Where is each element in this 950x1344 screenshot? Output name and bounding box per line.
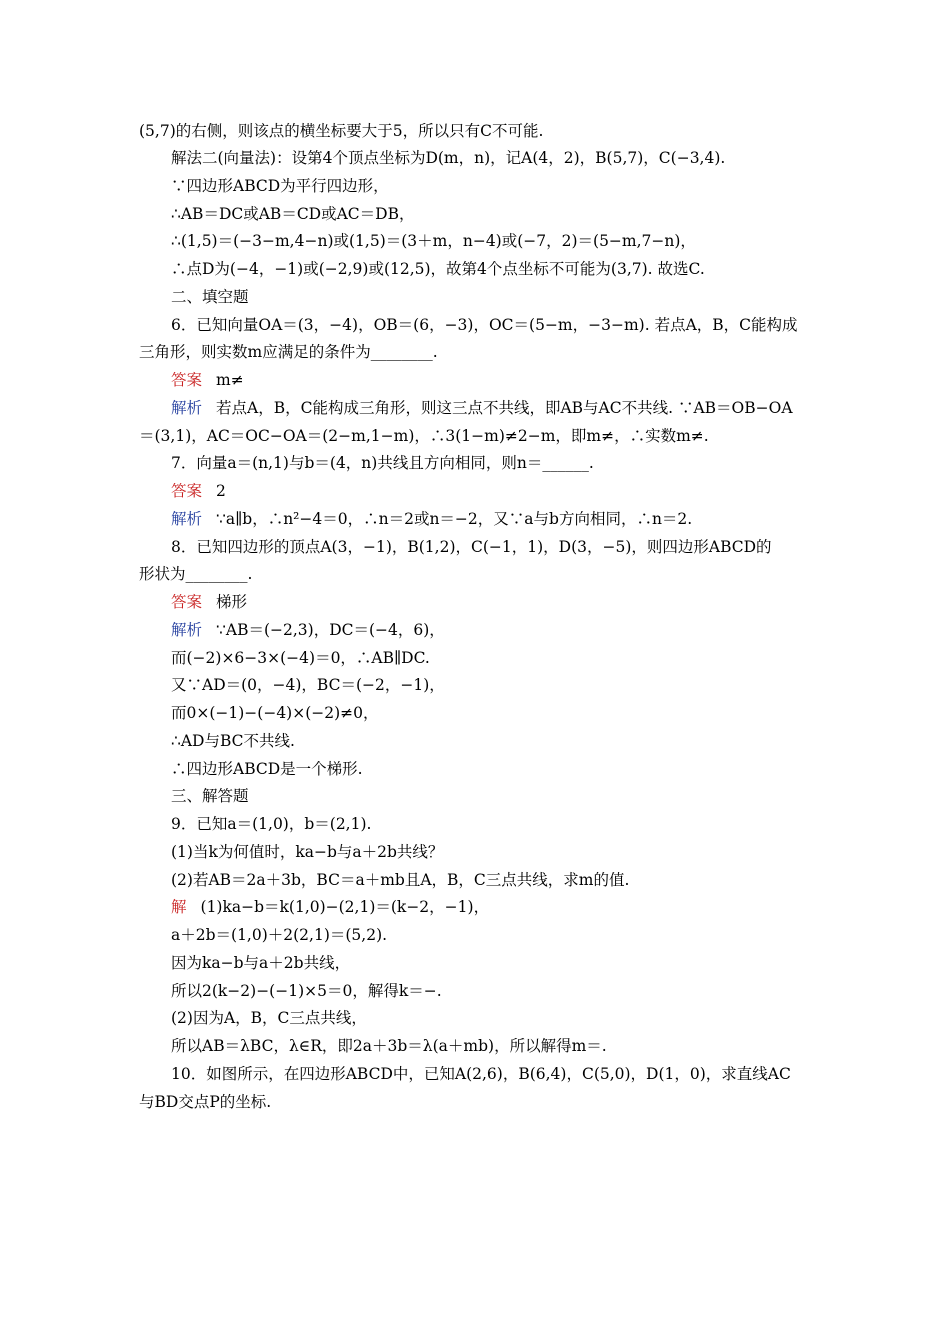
section-heading: 三、解答题 (171, 787, 249, 805)
text-line: 与BD交点P的坐标. (139, 1093, 272, 1111)
answer-label: 答案 (171, 482, 203, 500)
solution-label: 解 (171, 898, 187, 916)
text-line: 所以AB＝λBC，λ∈R，即2a＋3b＝λ(a＋mb)，所以解得m＝. (171, 1037, 607, 1055)
text-line: ∴四边形ABCD是一个梯形. (171, 760, 363, 778)
analysis-line: 解析 ∵AB＝(−2,3)，DC＝(−4，6)， (171, 621, 445, 639)
text-line: ∵四边形ABCD为平行四边形， (171, 177, 389, 195)
analysis-line: 解析 若点A，B，C能构成三角形，则这三点不共线，即AB与AC不共线. ∵AB＝OB−OA (171, 399, 793, 417)
text-line: (2)若AB＝2a＋3b，BC＝a＋mb且A，B，C三点共线，求m的值. (171, 871, 630, 889)
text-line: ∴(1,5)＝(−3−m,4−n)或(1,5)＝(3＋m，n−4)或(−7，2)＝(5−m,7−n)， (171, 232, 696, 250)
analysis-label: 解析 (171, 399, 203, 417)
text-line: ∴AB＝DC或AB＝CD或AC＝DB， (171, 205, 415, 223)
question-9: 9．已知a＝(1,0)，b＝(2,1). (171, 815, 372, 833)
text-line: (5,7)的右侧，则该点的横坐标要大于5，所以只有C不可能. (139, 122, 544, 140)
text-line: 形状为________. (139, 565, 253, 583)
question-7: 7．向量a＝(n,1)与b＝(4，n)共线且方向相同，则n＝______. (171, 454, 594, 472)
text-line: ＝(3,1)，AC＝OC−OA＝(2−m,1−m)，∴3(1−m)≠2−m，即m≠，∴实数m≠. (139, 427, 709, 445)
text-line: 因为ka−b与a＋2b共线， (171, 954, 351, 972)
section-heading: 二、填空题 (171, 288, 249, 306)
text-line: 又∵AD＝(0，−4)，BC＝(−2，−1)， (171, 676, 445, 694)
text-line: a＋2b＝(1,0)＋2(2,1)＝(5,2). (171, 926, 388, 944)
analysis-label: 解析 (171, 510, 203, 528)
text-line: 而0×(−1)−(−4)×(−2)≠0， (171, 704, 379, 722)
solution-line: 解 (1)ka−b＝k(1,0)−(2,1)＝(k−2，−1)， (171, 898, 490, 916)
answer-line: 答案 梯形 (171, 593, 248, 611)
answer-label: 答案 (171, 593, 203, 611)
text-line: 所以2(k−2)−(−1)×5＝0，解得k＝−. (171, 982, 442, 1000)
text-line: (1)当k为何值时，ka−b与a＋2b共线？ (171, 843, 444, 861)
question-10: 10．如图所示，在四边形ABCD中，已知A(2,6)，B(6,4)，C(5,0)，D(1，0)，求直线AC (171, 1065, 791, 1083)
analysis-line: 解析 ∵a∥b，∴n²−4＝0，∴n＝2或n＝−2，又∵a与b方向相同，∴n＝2. (171, 510, 693, 528)
question-8: 8．已知四边形的顶点A(3，−1)，B(1,2)，C(−1，1)，D(3，−5)，则四边形ABCD的 (171, 538, 772, 556)
text-line: 而(−2)×6−3×(−4)＝0，∴AB∥DC. (171, 649, 430, 667)
answer-line: 答案 2 (171, 482, 226, 500)
text-line: 三角形，则实数m应满足的条件为________. (139, 343, 438, 361)
analysis-label: 解析 (171, 621, 203, 639)
text-line: 解法二(向量法)：设第4个顶点坐标为D(m，n)，记A(4，2)，B(5,7)，C(−3,4). (171, 149, 726, 167)
text-line: (2)因为A，B，C三点共线， (171, 1009, 367, 1027)
answer-label: 答案 (171, 371, 203, 389)
text-line: ∴AD与BC不共线. (171, 732, 295, 750)
answer-line: 答案 m≠ (171, 371, 244, 389)
text-line: ∴点D为(−4，−1)或(−2,9)或(12,5)，故第4个点坐标不可能为(3,7). 故选C. (171, 260, 705, 278)
question-6: 6．已知向量OA＝(3，−4)，OB＝(6，−3)，OC＝(5−m，−3−m). 若点A，B，C能构成 (171, 316, 798, 334)
